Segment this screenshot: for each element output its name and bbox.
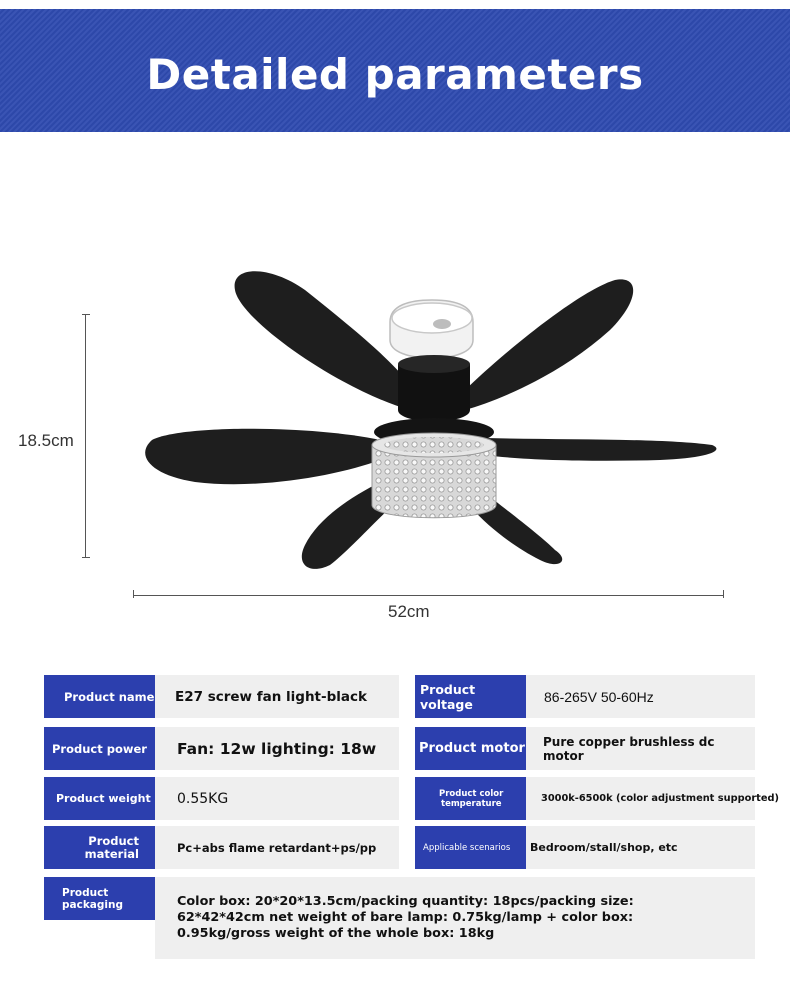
product-material-label-line1: Product <box>88 833 139 848</box>
product-packaging-value <box>155 877 755 959</box>
product-material-label <box>44 826 155 869</box>
width-dimension-label: 52cm <box>388 602 430 621</box>
product-motor-label: Product motor <box>415 727 526 770</box>
page-title: Detailed parameters <box>146 50 644 99</box>
height-dimension-tick-top <box>82 314 90 315</box>
product-material-value: Pc+abs flame retardant+ps/pp <box>155 826 399 869</box>
product-material-label-line2: material <box>84 846 139 861</box>
product-packaging-label-line1: Product <box>62 886 109 899</box>
product-power-label: Product power <box>44 727 155 770</box>
product-weight-value: 0.55KG <box>155 777 399 820</box>
fan-blade-top-right <box>460 279 633 410</box>
product-power-value: Fan: 12w lighting: 18w <box>155 727 399 770</box>
product-packaging-label <box>44 877 155 920</box>
product-color-temperature-label-line1: Product color <box>439 788 504 799</box>
width-dimension-line <box>133 595 724 596</box>
applicable-scenarios-value: Bedroom/stall/shop, etc <box>526 826 755 869</box>
height-dimension-tick-bottom <box>82 557 90 558</box>
product-color-temperature-label <box>415 777 526 820</box>
height-dimension-label: 18.5cm <box>18 431 74 450</box>
product-color-temperature-value: 3000k-6500k (color adjustment supported) <box>526 777 755 820</box>
product-voltage-value: 86-265V 50-60Hz <box>526 675 755 718</box>
width-dimension-tick-left <box>133 590 134 598</box>
product-voltage-label: Product voltage <box>415 675 526 718</box>
product-packaging-label-line2: packaging <box>62 898 124 911</box>
width-dimension-tick-right <box>723 590 724 598</box>
height-dimension-line <box>85 314 86 558</box>
product-packaging-value-line3: 0.95kg/gross weight of the whole box: 18kg <box>177 926 495 941</box>
product-weight-label: Product weight <box>44 777 155 820</box>
product-packaging-value-line1: Color box: 20*20*13.5cm/packing quantity: 18pcs/packing size: <box>177 894 634 909</box>
fan-blade-left <box>145 429 380 484</box>
applicable-scenarios-label: Applicable scenarios <box>415 826 526 869</box>
product-motor-value: Pure copper brushless dc motor <box>526 727 755 770</box>
product-packaging-value-line2: 62*42*42cm net weight of bare lamp: 0.75kg/lamp + color box: <box>177 910 634 925</box>
product-color-temperature-label-line2: temperature <box>441 798 502 809</box>
ceiling-fan-illustration <box>140 260 720 580</box>
fan-blade-right <box>485 438 716 461</box>
product-name-value: E27 screw fan light-black <box>155 675 399 718</box>
product-name-label: Product name <box>44 675 155 718</box>
